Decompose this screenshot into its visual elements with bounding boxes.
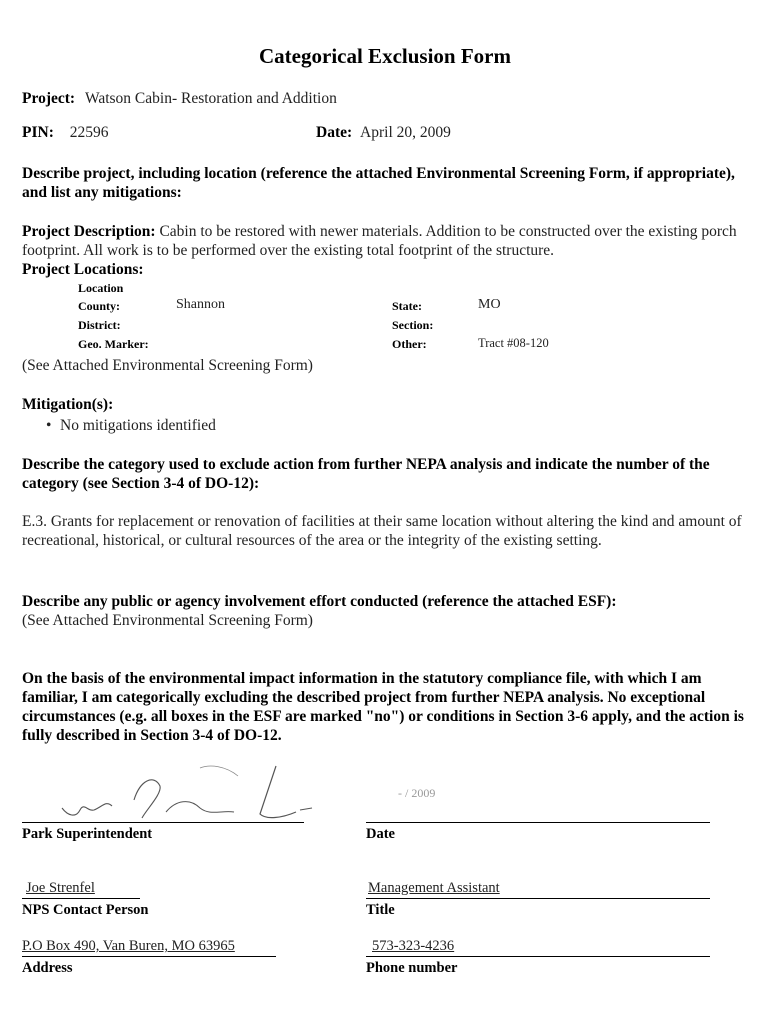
contact-person-line: [22, 898, 140, 899]
pin-value: 22596: [69, 124, 109, 141]
other-value: Tract #08-120: [478, 336, 549, 350]
involvement-text: (See Attached Environmental Screening Form): [22, 612, 313, 629]
pin-row: [22, 124, 108, 142]
state-value: MO: [478, 297, 501, 312]
project-description-label: Project Description:: [22, 223, 156, 240]
phone-label: Phone number: [366, 960, 458, 976]
signature-date-label: Date: [366, 826, 395, 842]
category-heading: Describe the category used to exclude action from further NEPA analysis and indicate the number of the category (see Section 3-4 of DO-12):: [22, 456, 710, 492]
section-label: Section:: [392, 318, 434, 332]
project-value: Watson Cabin- Restoration and Addition: [84, 90, 337, 107]
project-row: [22, 90, 337, 108]
describe-project-heading: Describe project, including location (reference the attached Environmental Screening Form, if appropriate), and list any mitigations:: [22, 165, 735, 201]
phone-line: [366, 956, 710, 957]
date-value: April 20, 2009: [360, 124, 451, 141]
date-line: [366, 822, 710, 823]
title-value: Management Assistant: [368, 880, 500, 896]
date-row: [316, 124, 451, 142]
project-description-text: Cabin to be restored with newer materials. Addition to be constructed over the existing porch footprint. All work is to be performed over the existing total footprint of the structure.: [22, 223, 737, 259]
superintendent-signature-line: [22, 822, 304, 823]
address-value: P.O Box 490, Van Buren, MO 63965: [22, 938, 235, 954]
geo-marker-label: Geo. Marker:: [78, 337, 149, 351]
superintendent-label: Park Superintendent: [22, 826, 153, 842]
address-line: [22, 956, 276, 957]
certification-statement: On the basis of the environmental impact information in the statutory compliance file, with which I am familiar, I am categorically excluding the described project from further NEPA analysis. No exceptional circumstances (e.g. all boxes in the ESF are marked "no") or conditions in Section 3-6 apply, and the action is fully described in Section 3-4 of DO-12.: [22, 670, 744, 744]
other-label: Other:: [392, 337, 427, 351]
address-label: Address: [22, 960, 73, 976]
signature-date-value: - / 2009: [398, 786, 436, 800]
project-label: Project:: [22, 90, 76, 107]
state-label: State:: [392, 299, 422, 313]
superintendent-signature: [50, 760, 320, 826]
project-description: [22, 222, 744, 260]
date-label: Date:: [316, 124, 353, 141]
district-label: District:: [78, 318, 121, 332]
mitigation-item: • No mitigations identified: [46, 416, 216, 435]
pin-label: PIN:: [22, 124, 54, 141]
involvement-heading: Describe any public or agency involvement effort conducted (reference the attached ESF):: [22, 593, 617, 610]
see-attached-esf: (See Attached Environmental Screening Form): [22, 357, 313, 374]
form-title: Categorical Exclusion Form: [259, 44, 511, 68]
county-label: County:: [78, 299, 121, 313]
project-locations-label: Project Locations:: [22, 261, 144, 278]
location-heading: Location: [78, 281, 124, 295]
phone-value: 573-323-4236: [372, 938, 455, 954]
contact-person-label: NPS Contact Person: [22, 902, 149, 918]
title-line: [366, 898, 710, 899]
county-value: Shannon: [176, 297, 225, 312]
title-label: Title: [366, 902, 395, 918]
contact-person-value: Joe Strenfel: [26, 880, 95, 896]
category-text: E.3. Grants for replacement or renovation of facilities at their same location without altering the kind and amount of recreational, historical, or cultural resources of the area or the integrity of the existing setting.: [22, 513, 742, 549]
mitigations-label: Mitigation(s):: [22, 396, 114, 413]
